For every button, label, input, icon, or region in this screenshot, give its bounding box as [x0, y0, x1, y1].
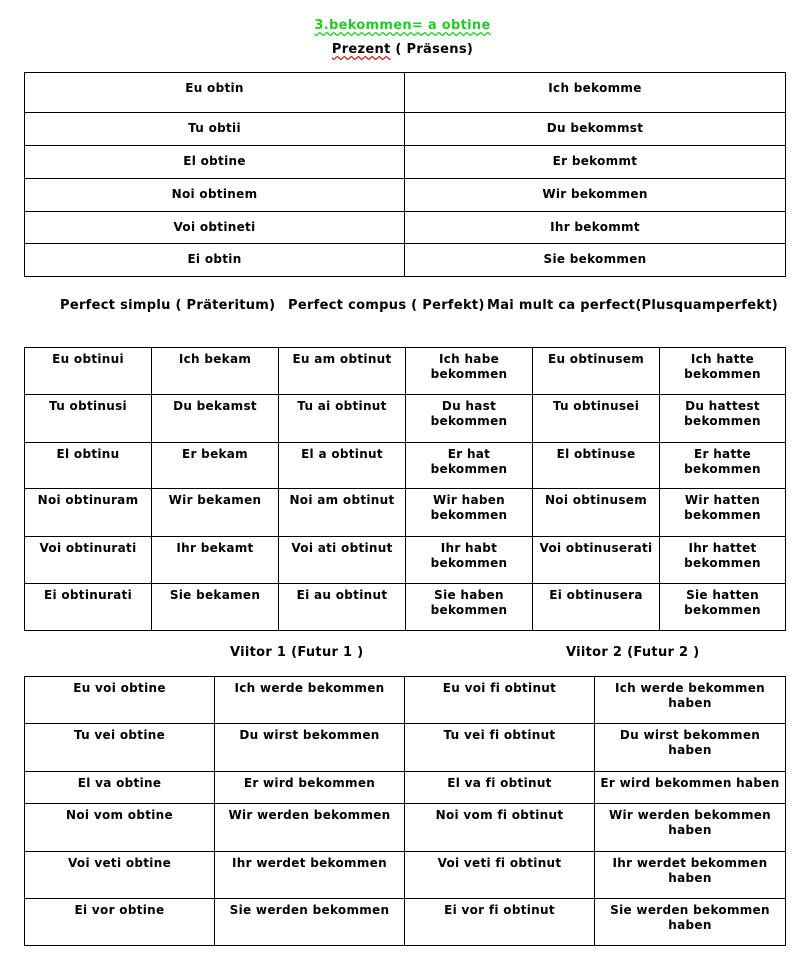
table-cell: Ich habe bekommen — [406, 348, 533, 395]
table-row — [25, 724, 786, 772]
table-cell: El a obtinut — [279, 443, 406, 489]
table-cell: Noi vom fi obtinut — [405, 804, 595, 852]
table-cell: Eu obtinusem — [533, 348, 660, 395]
table-cell: Ihr hattet bekommen — [660, 537, 786, 584]
table-cell: Wir hatten bekommen — [660, 489, 786, 537]
table-cell: Ei vor fi obtinut — [405, 899, 595, 946]
table-cell: Du wirst bekommen haben — [595, 724, 786, 772]
table-cell: Sie werden bekommen haben — [595, 899, 786, 946]
table-cell: Ich hatte bekommen — [660, 348, 786, 395]
table-cell: Er bekam — [152, 443, 279, 489]
title-text: 3.bekommen= a obtine — [314, 18, 491, 33]
table-row — [25, 772, 786, 804]
table-cell: Eu obtinui — [25, 348, 152, 395]
table-cell: Ihr bekommt — [405, 212, 786, 244]
present-heading-word: Prezent — [331, 42, 391, 57]
table-cell: Sie hatten bekommen — [660, 584, 786, 631]
table-row — [25, 899, 786, 946]
present-heading — [0, 42, 805, 57]
table-cell: Eu voi obtine — [25, 677, 215, 724]
table-cell: Wir haben bekommen — [406, 489, 533, 537]
table-row — [25, 584, 786, 631]
table-cell: Tu obtinusi — [25, 395, 152, 443]
table-row — [25, 73, 786, 113]
future-tenses-table — [24, 676, 786, 946]
table-cell: Ei vor obtine — [25, 899, 215, 946]
table-cell: Eu obtin — [25, 73, 405, 113]
table-row — [25, 179, 786, 212]
table-cell: Ihr werdet bekommen — [215, 852, 405, 899]
table-cell: Voi obtineti — [25, 212, 405, 244]
future1-heading: Viitor 1 (Futur 1 ) — [230, 645, 364, 660]
table-cell: Tu vei fi obtinut — [405, 724, 595, 772]
table-cell: Noi am obtinut — [279, 489, 406, 537]
table-cell: Du bekamst — [152, 395, 279, 443]
table-cell: Sie bekommen — [405, 244, 786, 277]
table-cell: Sie werden bekommen — [215, 899, 405, 946]
table-cell: Du wirst bekommen — [215, 724, 405, 772]
table-cell: Noi vom obtine — [25, 804, 215, 852]
table-cell: Ei obtinurati — [25, 584, 152, 631]
table-cell: Eu am obtinut — [279, 348, 406, 395]
table-cell: Noi obtinem — [25, 179, 405, 212]
table-cell: Du hattest bekommen — [660, 395, 786, 443]
table-cell: Ei au obtinut — [279, 584, 406, 631]
table-cell: Ich bekomme — [405, 73, 786, 113]
table-cell: Ihr bekamt — [152, 537, 279, 584]
table-row — [25, 804, 786, 852]
table-cell: Du bekommst — [405, 113, 786, 146]
table-cell: Ei obtin — [25, 244, 405, 277]
table-cell: El va obtine — [25, 772, 215, 804]
table-cell: Ihr werdet bekommen haben — [595, 852, 786, 899]
table-cell: Sie bekamen — [152, 584, 279, 631]
pluperfect-heading: Mai mult ca perfect(Plusquamperfekt) — [487, 298, 779, 313]
table-cell: Wir werden bekommen haben — [595, 804, 786, 852]
table-cell: Er wird bekommen haben — [595, 772, 786, 804]
table-row — [25, 852, 786, 899]
table-cell: Tu ai obtinut — [279, 395, 406, 443]
past-tenses-table — [24, 347, 786, 631]
table-cell: Voi obtinuserati — [533, 537, 660, 584]
present-heading-rest: ( Präsens) — [390, 42, 474, 57]
table-cell: Tu obtii — [25, 113, 405, 146]
table-cell: Wir bekommen — [405, 179, 786, 212]
document-title — [0, 18, 805, 33]
table-cell: Noi obtinuram — [25, 489, 152, 537]
table-row — [25, 443, 786, 489]
table-cell: El obtine — [25, 146, 405, 179]
table-cell: Tu obtinusei — [533, 395, 660, 443]
table-cell: Eu voi fi obtinut — [405, 677, 595, 724]
table-row — [25, 212, 786, 244]
table-row — [25, 113, 786, 146]
table-cell: Noi obtinusem — [533, 489, 660, 537]
perfect-heading: Perfect compus ( Perfekt) — [288, 298, 485, 313]
table-cell: Ich werde bekommen — [215, 677, 405, 724]
table-cell: Er hatte bekommen — [660, 443, 786, 489]
table-cell: Ei obtinusera — [533, 584, 660, 631]
table-cell: Du hast bekommen — [406, 395, 533, 443]
table-cell: Voi veti fi obtinut — [405, 852, 595, 899]
table-cell: Voi ati obtinut — [279, 537, 406, 584]
future2-heading: Viitor 2 (Futur 2 ) — [566, 645, 700, 660]
table-cell: Wir bekamen — [152, 489, 279, 537]
table-row — [25, 395, 786, 443]
table-cell: Voi veti obtine — [25, 852, 215, 899]
table-cell: Ich bekam — [152, 348, 279, 395]
table-cell: Er hat bekommen — [406, 443, 533, 489]
table-cell: Wir werden bekommen — [215, 804, 405, 852]
table-cell: Er bekommt — [405, 146, 786, 179]
table-row — [25, 348, 786, 395]
table-row — [25, 146, 786, 179]
table-row — [25, 537, 786, 584]
table-cell: Tu vei obtine — [25, 724, 215, 772]
table-cell: El obtinu — [25, 443, 152, 489]
table-cell: Voi obtinurati — [25, 537, 152, 584]
table-cell: El va fi obtinut — [405, 772, 595, 804]
table-cell: El obtinuse — [533, 443, 660, 489]
table-row — [25, 489, 786, 537]
table-cell: Ich werde bekommen haben — [595, 677, 786, 724]
table-row — [25, 244, 786, 277]
preterite-heading: Perfect simplu ( Präteritum) — [60, 298, 276, 313]
present-tense-table — [24, 72, 786, 277]
table-cell: Ihr habt bekommen — [406, 537, 533, 584]
table-cell: Er wird bekommen — [215, 772, 405, 804]
table-row — [25, 677, 786, 724]
table-cell: Sie haben bekommen — [406, 584, 533, 631]
